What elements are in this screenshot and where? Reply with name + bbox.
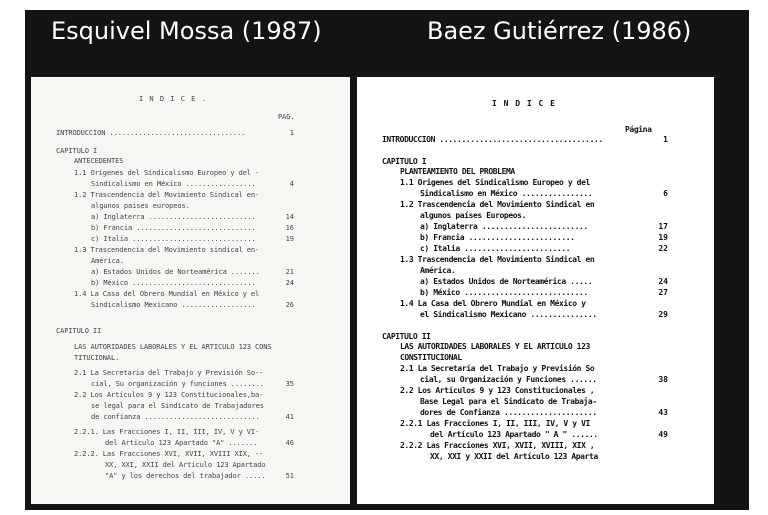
left-toc-line: América. <box>91 257 124 265</box>
left-toc-line: TITUCIONAL. <box>74 354 120 362</box>
left-toc-page-number: 1 <box>289 129 294 137</box>
right-pag-label: Página <box>625 125 652 134</box>
left-pag-label: PAG. <box>278 113 295 121</box>
left-toc-line: CAPITULO II <box>56 327 102 335</box>
left-toc-line: LAS AUTORIDADES LABORALES Y EL ARTICULO 123 CONS <box>74 343 272 351</box>
left-toc-line: 2.1 La Secretaria del Trabajo y Previsión So-- <box>74 369 264 377</box>
left-toc-line: 1.1 Origenes del Sindicalismo Europeo y del - <box>74 169 260 177</box>
right-toc-page-number: 29 <box>658 310 668 319</box>
left-toc-line: b) Francia ............................. <box>91 224 256 232</box>
right-toc-page-number: 43 <box>658 408 668 417</box>
left-toc-page-number: 26 <box>285 301 294 309</box>
left-toc-line: 1.3 Trascendencia del Movimiento sindical en- <box>74 246 260 254</box>
right-toc-page-number: 22 <box>658 244 668 253</box>
right-toc-line: dores de Confianza ..................... <box>420 408 597 417</box>
right-toc-line: c) Italia ........................ <box>420 244 571 253</box>
left-document-title: Esquivel Mossa (1987) <box>51 17 322 45</box>
left-toc-page-number: 41 <box>285 413 294 421</box>
right-toc-line: 1.3 Trascendencia del Movimiento Sindical en <box>400 255 595 264</box>
left-toc-line: b) México .............................. <box>91 279 256 287</box>
left-toc-page-number: 51 <box>285 472 294 480</box>
left-toc-line: de confianza ............................ <box>91 413 260 421</box>
right-toc-line: el Sindicalismo Mexicano ............... <box>420 310 597 319</box>
right-toc-line: del Artículo 123 Apartado " A " ...... <box>430 430 598 439</box>
left-toc-page-number: 14 <box>285 213 294 221</box>
right-toc-line: América. <box>420 266 456 275</box>
left-toc-line: del Articulo 123 Apartado "A" ....... <box>105 439 258 447</box>
right-toc-page-number: 27 <box>658 288 668 297</box>
right-toc-page-number: 38 <box>658 375 668 384</box>
right-toc-line: b) Francia ........................ <box>420 233 575 242</box>
right-toc-line: 1.2 Trascendencia del Movimiento Sindical en <box>400 200 595 209</box>
left-toc-page-number: 21 <box>285 268 294 276</box>
left-toc-line: Sindicalismo en México ................. <box>91 180 256 188</box>
left-toc-line: 2.2.2. Las Fracciones XVI, XVII, XVIII XIX, -- <box>74 450 264 458</box>
right-toc-line: 2.2.2 Las Fracciones XVI, XVII, XVIII, XIX , <box>400 441 595 450</box>
right-toc-line: a) Estados Unidos de Norteamérica ..... <box>420 277 593 286</box>
left-toc-line: Sindicalismo Mexicano .................. <box>91 301 256 309</box>
right-toc-line: Sindicalismo en México ................ <box>420 189 593 198</box>
left-toc-line: se legal para el Sindicato de Trabajadores <box>91 402 264 410</box>
right-toc-line: CAPITULO I <box>382 157 427 166</box>
right-document-page <box>357 77 714 504</box>
left-index-heading: I N D I C E . <box>139 95 207 103</box>
right-toc-line: 1.4 La Casa del Obrero Mundial en México y <box>400 299 586 308</box>
right-toc-line: 2.2.1 Las Fracciones I, II, III, IV, V y VI <box>400 419 590 428</box>
right-toc-page-number: 24 <box>658 277 668 286</box>
left-toc-line: a) Estados Unidos de Norteamérica ....... <box>91 268 260 276</box>
right-toc-line: 1.1 Origenes del Sindicalismo Europeo y del <box>400 178 590 187</box>
left-toc-line: cial, Su organización y funciones ........ <box>91 380 264 388</box>
right-toc-line: XX, XXI y XXII del Artículo 123 Aparta <box>430 452 598 461</box>
right-toc-line: 2.1 La Secretaría del Trabajo y Previsión So <box>400 364 595 373</box>
right-toc-line: CONSTITUCIONAL <box>400 353 462 362</box>
right-toc-line: PLANTEAMIENTO DEL PROBLEMA <box>400 167 515 176</box>
right-toc-line: a) Inglaterra ........................ <box>420 222 588 231</box>
right-toc-page-number: 17 <box>658 222 668 231</box>
left-toc-line: CAPITULO I <box>56 147 98 155</box>
right-toc-page-number: 19 <box>658 233 668 242</box>
right-toc-line: algunos países Europeos. <box>420 211 526 220</box>
left-toc-page-number: 35 <box>285 380 294 388</box>
right-toc-page-number: 1 <box>663 135 668 144</box>
left-toc-line: c) Italia .............................. <box>91 235 256 243</box>
left-toc-line: INTRODUCCION ................................. <box>56 129 246 137</box>
right-toc-page-number: 49 <box>658 430 668 439</box>
left-document-page <box>31 77 350 504</box>
left-toc-page-number: 19 <box>285 235 294 243</box>
left-toc-page-number: 24 <box>285 279 294 287</box>
right-toc-line: INTRODUCCION ..................................... <box>382 135 603 144</box>
right-toc-line: 2.2 Los Artículos 9 y 123 Constitucionales , <box>400 386 595 395</box>
left-toc-page-number: 4 <box>289 180 294 188</box>
right-document-title: Baez Gutiérrez (1986) <box>427 17 692 45</box>
right-toc-line: b) México ............................ <box>420 288 588 297</box>
right-toc-line: CAPITULO II <box>382 332 431 341</box>
right-toc-line: Base Legal para el Sindicato de Trabaja- <box>420 397 597 406</box>
left-toc-line: 2.2.1. Las Fracciones I, II, III, IV, V y VI- <box>74 428 260 436</box>
left-toc-line: 1.4 La Casa del Obrero Mundial en México y el <box>74 290 260 298</box>
right-toc-page-number: 6 <box>663 189 668 198</box>
left-toc-line: "A" y los derechos del trabajador ..... <box>105 472 266 480</box>
left-toc-page-number: 46 <box>285 439 294 447</box>
right-toc-line: LAS AUTORIDADES LABORALES Y EL ARTICULO 123 <box>400 342 590 351</box>
right-toc-line: cial, su Organización y Funciones ...... <box>420 375 597 384</box>
left-toc-page-number: 16 <box>285 224 294 232</box>
left-toc-line: a) Inglaterra .......................... <box>91 213 256 221</box>
left-toc-line: algunos paises europeos. <box>91 202 190 210</box>
left-toc-line: XX, XXI, XXII del Articulo 123 Apartado <box>105 461 266 469</box>
left-toc-line: 1.2 Trascendencia del Movimiento Sindical en- <box>74 191 260 199</box>
left-toc-line: 2.2 Los Artículos 9 y 123 Constitucionales,ba- <box>74 391 264 399</box>
right-index-heading: I N D I C E <box>492 99 556 108</box>
left-toc-line: ANTECEDENTES <box>74 157 124 165</box>
